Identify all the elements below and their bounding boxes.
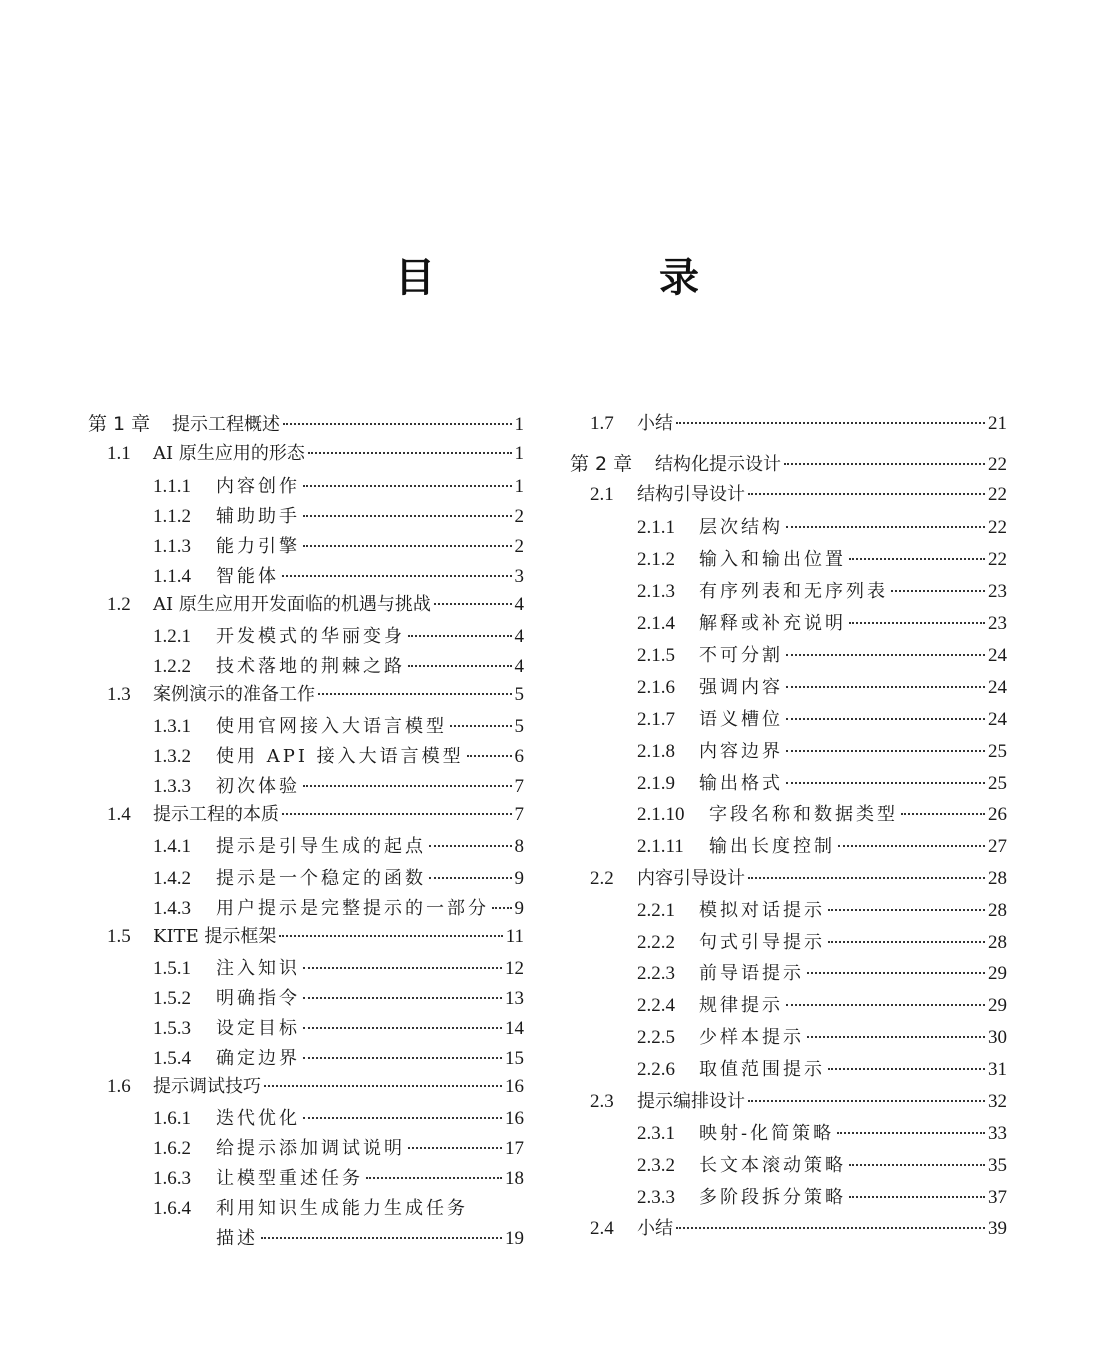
toc-entry[interactable] [637, 932, 1007, 954]
toc-entry[interactable] [637, 1155, 1007, 1177]
toc-entry-number: 1.1.1 [153, 476, 191, 497]
toc-entry-number: 2.2 [590, 868, 614, 889]
toc-entry-number: 2.2.1 [637, 900, 675, 921]
toc-entry-number: 第 1 章 [88, 413, 151, 435]
toc-entry-page: 9 [514, 868, 524, 889]
dot-leader [408, 635, 512, 637]
toc-entry-page: 22 [988, 549, 1007, 570]
toc-entry-title: 结构化提示设计 [655, 454, 781, 475]
toc-entry-title: 小结 [637, 413, 673, 434]
toc-entry[interactable] [637, 995, 1007, 1017]
toc-entry-title: 前导语提示 [699, 963, 804, 984]
toc-entry-page: 23 [988, 613, 1007, 634]
toc-entry-number: 2.1.10 [637, 804, 685, 825]
dot-leader [303, 515, 512, 517]
toc-entry-page: 3 [514, 566, 524, 587]
dot-leader [303, 997, 502, 999]
toc-entry[interactable] [153, 566, 524, 588]
toc-entry-number: 2.1.5 [637, 645, 675, 666]
dot-leader [279, 935, 502, 937]
toc-entry-title: 多阶段拆分策略 [699, 1187, 846, 1208]
toc-entry-number: 1.2.2 [153, 656, 191, 677]
toc-entry-number: 1.3.3 [153, 776, 191, 797]
toc-entry-title: 输出格式 [699, 773, 783, 794]
dot-leader [786, 750, 985, 752]
toc-entry-number: 2.1.11 [637, 836, 684, 857]
toc-entry[interactable] [637, 1123, 1007, 1145]
toc-entry[interactable] [153, 1168, 524, 1190]
dot-leader [283, 423, 512, 425]
toc-entry-page: 15 [505, 1048, 524, 1069]
toc-entry-page: 5 [514, 716, 524, 737]
toc-entry-number: 1.7 [590, 413, 614, 434]
toc-entry[interactable] [637, 804, 1007, 826]
toc-entry-title: 不可分割 [699, 645, 783, 666]
toc-entry-title: 规律提示 [699, 995, 783, 1016]
toc-entry[interactable] [153, 988, 524, 1010]
toc-entry[interactable] [153, 1048, 524, 1070]
toc-entry[interactable] [88, 413, 524, 436]
dot-leader [849, 558, 985, 560]
toc-entry-page: 24 [988, 709, 1007, 730]
toc-entry-number: 1.4.1 [153, 836, 191, 857]
toc-entry[interactable] [637, 741, 1007, 763]
toc-entry-page: 29 [988, 995, 1007, 1016]
toc-entry[interactable] [153, 868, 524, 890]
toc-entry-number: 1.3 [107, 684, 131, 705]
toc-entry-title: 提示是一个稳定的函数 [216, 868, 426, 889]
toc-entry[interactable] [107, 804, 524, 826]
toc-entry-title: 迭代优化 [216, 1108, 300, 1129]
toc-entry-number: 2.1 [590, 484, 614, 505]
dot-leader [303, 485, 512, 487]
dot-leader [828, 909, 985, 911]
toc-entry[interactable] [153, 716, 524, 738]
toc-entry-title: 有序列表和无序列表 [699, 581, 888, 602]
toc-entry-number: 1.5 [107, 926, 131, 947]
toc-entry[interactable] [637, 549, 1007, 571]
toc-entry-page: 18 [505, 1168, 524, 1189]
toc-entry-title: 字段名称和数据类型 [709, 804, 898, 825]
toc-entry-title: 初次体验 [216, 776, 300, 797]
toc-entry-number: 1.2 [107, 594, 131, 615]
dot-leader [303, 1027, 502, 1029]
toc-entry[interactable] [590, 484, 1007, 506]
dot-leader [261, 1237, 502, 1239]
toc-entry-number: 1.1.4 [153, 566, 191, 587]
toc-entry-title: 提示工程概述 [172, 414, 280, 435]
dot-leader [450, 725, 512, 727]
toc-entry-number: 2.1.7 [637, 709, 675, 730]
toc-entry[interactable] [153, 1018, 524, 1040]
dot-leader [434, 603, 512, 605]
toc-entry[interactable] [153, 536, 524, 558]
toc-entry-page: 7 [514, 776, 524, 797]
toc-entry-number: 2.3 [590, 1091, 614, 1112]
dot-leader [408, 1147, 502, 1149]
toc-entry-title: 案例演示的准备工作 [153, 684, 315, 705]
dot-leader [748, 877, 985, 879]
dot-leader [748, 493, 985, 495]
toc-entry-number: 2.3.2 [637, 1155, 675, 1176]
toc-entry-number: 1.1.3 [153, 536, 191, 557]
toc-entry[interactable] [637, 645, 1007, 667]
toc-entry-title: 设定目标 [216, 1018, 300, 1039]
dot-leader [282, 575, 512, 577]
dot-leader [838, 845, 985, 847]
toc-entry[interactable] [107, 594, 524, 616]
toc-entry-title: 内容创作 [216, 476, 300, 497]
toc-entry-title: 描述 [216, 1228, 258, 1249]
toc-entry-page: 32 [988, 1091, 1007, 1112]
toc-entry-number: 1.6.3 [153, 1168, 191, 1189]
toc-entry[interactable] [153, 776, 524, 798]
toc-entry[interactable] [637, 517, 1007, 539]
toc-entry-number: 2.1.6 [637, 677, 675, 698]
toc-entry-number: 2.1.4 [637, 613, 675, 634]
toc-entry-title: 技术落地的荆棘之路 [216, 656, 405, 677]
toc-entry[interactable] [637, 677, 1007, 699]
toc-entry-title: 使用 API 接入大语言模型 [216, 746, 464, 767]
toc-entry-title: 让模型重述任务 [216, 1168, 363, 1189]
toc-entry[interactable] [153, 836, 524, 858]
dot-leader [366, 1177, 502, 1179]
toc-entry-title: 开发模式的华丽变身 [216, 626, 405, 647]
toc-entry-number: 2.2.6 [637, 1059, 675, 1080]
toc-entry-page: 4 [514, 594, 524, 615]
toc-entry-title: KITE 提示框架 [153, 926, 277, 947]
toc-entry-title: 模拟对话提示 [699, 900, 825, 921]
toc-entry-number: 1.3.1 [153, 716, 191, 737]
toc-entry[interactable] [107, 926, 524, 948]
dot-leader [807, 1036, 985, 1038]
toc-entry-number: 1.4.3 [153, 898, 191, 919]
toc-entry[interactable] [107, 684, 524, 706]
toc-entry-page: 21 [988, 413, 1007, 434]
dot-leader [429, 845, 512, 847]
toc-entry-number: 2.1.3 [637, 581, 675, 602]
toc-entry-number: 1.5.3 [153, 1018, 191, 1039]
toc-entry-page: 39 [988, 1218, 1007, 1239]
dot-leader [807, 972, 985, 974]
toc-entry-page: 29 [988, 963, 1007, 984]
toc-entry[interactable] [637, 963, 1007, 985]
toc-entry-page: 1 [514, 476, 524, 497]
dot-leader [308, 452, 512, 454]
dot-leader [282, 813, 512, 815]
toc-entry[interactable] [153, 898, 524, 920]
toc-entry-number: 1.4.2 [153, 868, 191, 889]
toc-entry-title: 解释或补充说明 [699, 613, 846, 634]
toc-entry-number: 2.1.2 [637, 549, 675, 570]
toc-entry[interactable] [590, 1218, 1007, 1240]
toc-entry[interactable] [153, 476, 524, 498]
toc-entry-title: 用户提示是完整提示的一部分 [216, 898, 489, 919]
toc-entry[interactable] [153, 958, 524, 980]
page-title: 目 录 [395, 255, 791, 301]
toc-entry-page: 9 [514, 898, 524, 919]
toc-entry-title: 提示工程的本质 [153, 804, 279, 825]
toc-entry[interactable] [637, 836, 1007, 858]
toc-entry-title: 内容边界 [699, 741, 783, 762]
toc-entry-page: 25 [988, 741, 1007, 762]
toc-entry-title: 句式引导提示 [699, 932, 825, 953]
toc-entry-title: 小结 [637, 1218, 673, 1239]
dot-leader [467, 755, 512, 757]
toc-entry-page: 24 [988, 645, 1007, 666]
toc-entry[interactable] [153, 1198, 468, 1220]
toc-entry-page: 2 [514, 536, 524, 557]
dot-leader [891, 590, 985, 592]
dot-leader [303, 785, 512, 787]
toc-entry-page: 33 [988, 1123, 1007, 1144]
toc-entry-page: 28 [988, 932, 1007, 953]
toc-entry-number: 2.2.2 [637, 932, 675, 953]
toc-entry-title: 输出长度控制 [709, 836, 835, 857]
toc-entry-page: 23 [988, 581, 1007, 602]
toc-entry[interactable] [637, 773, 1007, 795]
dot-leader [837, 1132, 985, 1134]
toc-entry[interactable] [107, 443, 524, 465]
toc-entry[interactable] [153, 656, 524, 678]
toc-entry[interactable] [107, 1076, 524, 1098]
toc-entry-page: 28 [988, 900, 1007, 921]
toc-entry-title: 映射-化简策略 [699, 1123, 835, 1144]
toc-entry-page: 19 [505, 1228, 524, 1249]
dot-leader [784, 463, 985, 465]
toc-entry-number: 1.4 [107, 804, 131, 825]
dot-leader [849, 1164, 985, 1166]
toc-entry-page: 28 [988, 868, 1007, 889]
toc-entry-title: 提示是引导生成的起点 [216, 836, 426, 857]
dot-leader [849, 1196, 985, 1198]
toc-entry-page: 30 [988, 1027, 1007, 1048]
dot-leader [786, 654, 985, 656]
toc-entry-page: 16 [505, 1108, 524, 1129]
toc-entry-number: 1.6 [107, 1076, 131, 1097]
toc-entry-number: 2.1.8 [637, 741, 675, 762]
dot-leader [828, 1068, 985, 1070]
toc-entry-number: 2.3.1 [637, 1123, 675, 1144]
toc-entry-page: 6 [514, 746, 524, 767]
toc-entry-page: 31 [988, 1059, 1007, 1080]
toc-entry-number: 2.4 [590, 1218, 614, 1239]
toc-entry-number: 2.2.5 [637, 1027, 675, 1048]
toc-entry-title: AI 原生应用的形态 [153, 443, 305, 464]
dot-leader [849, 622, 985, 624]
toc-entry-page: 22 [988, 454, 1007, 475]
toc-entry-page: 4 [514, 626, 524, 647]
toc-entry-title: 注入知识 [216, 958, 300, 979]
toc-entry-title: 确定边界 [216, 1048, 300, 1069]
toc-entry[interactable] [637, 709, 1007, 731]
toc-entry[interactable] [590, 868, 1007, 890]
toc-entry-page: 2 [514, 506, 524, 527]
toc-entry-number: 1.5.2 [153, 988, 191, 1009]
toc-entry[interactable] [570, 453, 1007, 476]
toc-entry[interactable] [153, 506, 524, 528]
toc-entry-title: 利用知识生成能力生成任务 [216, 1198, 468, 1219]
toc-entry-page: 7 [514, 804, 524, 825]
toc-entry[interactable] [590, 413, 1007, 435]
toc-entry-number: 1.2.1 [153, 626, 191, 647]
toc-entry-title: 长文本滚动策略 [699, 1155, 846, 1176]
toc-entry-title: 明确指令 [216, 988, 300, 1009]
toc-entry-page: 5 [514, 684, 524, 705]
toc-entry[interactable] [153, 1138, 524, 1160]
toc-entry-page: 12 [505, 958, 524, 979]
toc-entry-page: 1 [514, 443, 524, 464]
toc-entry-title: 语义槽位 [699, 709, 783, 730]
toc-entry-page: 17 [505, 1138, 524, 1159]
toc-entry-number: 1.6.1 [153, 1108, 191, 1129]
toc-entry-page: 13 [505, 988, 524, 1009]
toc-entry-number: 第 2 章 [570, 453, 633, 475]
dot-leader [786, 686, 985, 688]
dot-leader [264, 1085, 502, 1087]
dot-leader [828, 941, 985, 943]
toc-entry-title: 辅助助手 [216, 506, 300, 527]
toc-entry-page: 27 [988, 836, 1007, 857]
toc-entry-number: 1.5.4 [153, 1048, 191, 1069]
toc-entry-page: 4 [514, 656, 524, 677]
dot-leader [786, 526, 985, 528]
toc-entry[interactable] [637, 1187, 1007, 1209]
toc-entry-title: AI 原生应用开发面临的机遇与挑战 [153, 594, 431, 615]
toc-entry-title: 给提示添加调试说明 [216, 1138, 405, 1159]
toc-entry-title: 内容引导设计 [637, 868, 745, 889]
toc-entry-number: 1.6.2 [153, 1138, 191, 1159]
dot-leader [786, 718, 985, 720]
toc-entry-number: 1.3.2 [153, 746, 191, 767]
dot-leader [318, 693, 512, 695]
toc-entry-page: 35 [988, 1155, 1007, 1176]
toc-entry-page: 22 [988, 517, 1007, 538]
dot-leader [492, 907, 512, 909]
dot-leader [408, 665, 512, 667]
toc-entry[interactable] [637, 613, 1007, 635]
toc-entry-number: 2.3.3 [637, 1187, 675, 1208]
dot-leader [786, 1004, 985, 1006]
toc-entry[interactable] [590, 1091, 1007, 1113]
toc-entry-title: 强调内容 [699, 677, 783, 698]
toc-entry-page: 24 [988, 677, 1007, 698]
toc-entry-title: 智能体 [216, 566, 279, 587]
toc-entry[interactable] [637, 581, 1007, 603]
dot-leader [303, 545, 512, 547]
toc-entry-page: 11 [505, 926, 524, 947]
toc-entry-title: 少样本提示 [699, 1027, 804, 1048]
toc-entry-title: 提示编排设计 [637, 1091, 745, 1112]
toc-entry-number: 2.2.4 [637, 995, 675, 1016]
toc-entry-title: 输入和输出位置 [699, 549, 846, 570]
toc-entry[interactable] [637, 1027, 1007, 1049]
dot-leader [676, 1227, 985, 1229]
dot-leader [676, 422, 985, 424]
toc-entry-page: 22 [988, 484, 1007, 505]
toc-entry-page: 26 [988, 804, 1007, 825]
toc-entry[interactable] [637, 1059, 1007, 1081]
toc-entry-title: 层次结构 [699, 517, 783, 538]
toc-entry-page: 16 [505, 1076, 524, 1097]
dot-leader [748, 1100, 985, 1102]
toc-entry-number: 1.5.1 [153, 958, 191, 979]
dot-leader [786, 782, 985, 784]
toc-entry-title: 取值范围提示 [699, 1059, 825, 1080]
toc-entry-title: 使用官网接入大语言模型 [216, 716, 447, 737]
toc-entry-page: 37 [988, 1187, 1007, 1208]
toc-entry-title: 结构引导设计 [637, 484, 745, 505]
toc-entry[interactable] [637, 900, 1007, 922]
toc-entry-number: 1.1 [107, 443, 131, 464]
toc-entry[interactable] [153, 1108, 524, 1130]
toc-entry-number: 2.1.1 [637, 517, 675, 538]
dot-leader [303, 1057, 502, 1059]
toc-entry-page: 25 [988, 773, 1007, 794]
dot-leader [303, 1117, 502, 1119]
toc-entry-number: 2.1.9 [637, 773, 675, 794]
toc-entry-number: 1.1.2 [153, 506, 191, 527]
dot-leader [901, 813, 985, 815]
toc-entry-page: 14 [505, 1018, 524, 1039]
dot-leader [303, 967, 502, 969]
toc-entry[interactable] [153, 746, 524, 768]
toc-entry-title: 能力引擎 [216, 536, 300, 557]
toc-entry[interactable] [153, 1228, 524, 1250]
toc-entry-number: 1.6.4 [153, 1198, 191, 1219]
toc-entry-number: 2.2.3 [637, 963, 675, 984]
dot-leader [429, 877, 512, 879]
toc-entry-page: 1 [514, 414, 524, 435]
toc-entry-title: 提示调试技巧 [153, 1076, 261, 1097]
toc-entry[interactable] [153, 626, 524, 648]
toc-entry-page: 8 [514, 836, 524, 857]
